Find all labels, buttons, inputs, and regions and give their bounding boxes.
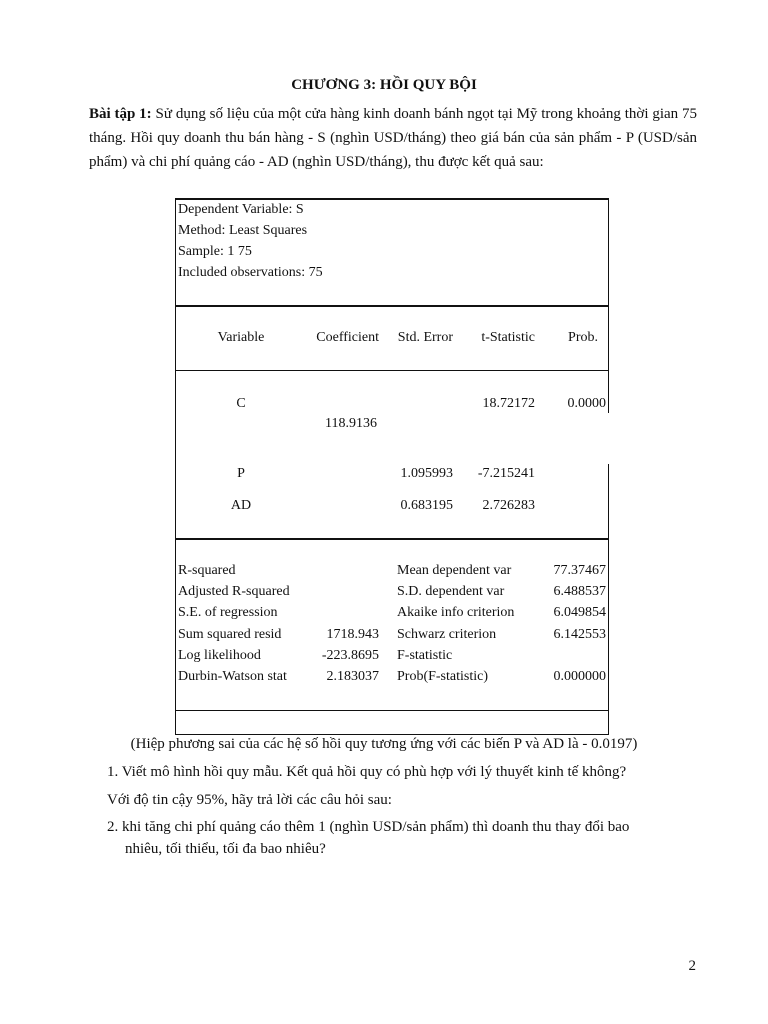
stat-right-label: Prob(F-statistic) xyxy=(397,669,488,684)
row-ad-t-statistic: 2.726283 xyxy=(482,498,535,513)
stat-right-value: 6.049854 xyxy=(553,605,606,620)
row-ad-variable: AD xyxy=(230,498,252,513)
stat-left-value: 1718.943 xyxy=(326,627,379,642)
chapter-title: CHƯƠNG 3: HỒI QUY BỘI xyxy=(291,77,477,93)
estimation-method: Method: Least Squares xyxy=(178,223,308,238)
stat-right-label: Mean dependent var xyxy=(397,563,512,578)
covariance-note: (Hiệp phương sai của các hệ số hồi quy tương ứng với các biến P và AD là - 0.0197) xyxy=(130,736,638,752)
stat-right-label: S.D. dependent var xyxy=(397,584,505,599)
stat-right-value: 77.37467 xyxy=(553,563,606,578)
table-bottom-rule xyxy=(175,734,609,735)
row-p-std-error: 1.095993 xyxy=(400,466,453,481)
row-c-t-statistic: 18.72172 xyxy=(482,396,535,411)
question-2-line-1: 2. khi tăng chi phí quảng cáo thêm 1 (nghìn USD/sản phẩm) thì doanh thu thay đổi bao xyxy=(107,819,630,835)
stat-left-label: Durbin-Watson stat xyxy=(178,669,287,684)
exercise-label: Bài tập 1: xyxy=(89,106,152,122)
row-c-variable: C xyxy=(236,396,246,411)
column-header-coefficient: Coefficient xyxy=(316,330,379,345)
regression-output-table xyxy=(175,198,609,735)
column-header-variable: Variable xyxy=(217,330,265,345)
question-2-line-2: nhiêu, tối thiểu, tối đa bao nhiêu? xyxy=(125,841,326,857)
row-ad-std-error: 0.683195 xyxy=(400,498,453,513)
question-1: 1. Viết mô hình hồi quy mẫu. Kết quả hồi quy có phù hợp với lý thuyết kinh tế không? xyxy=(107,764,627,780)
stat-left-label: Adjusted R-squared xyxy=(178,584,290,599)
table-coefficients-rule xyxy=(175,538,609,540)
column-header-prob: Prob. xyxy=(568,330,598,345)
exercise-paragraph xyxy=(89,102,697,174)
row-c-coefficient: 118.9136 xyxy=(325,416,377,431)
stat-left-value: -223.8695 xyxy=(321,648,379,663)
stat-left-value: 2.183037 xyxy=(326,669,379,684)
exercise-text: Sử dụng số liệu của một cửa hàng kinh doanh bánh ngọt tại Mỹ trong khoảng thời gian 75 tháng. Hồi quy doanh thu bán hàng - S (nghìn USD/tháng) theo giá bán của sản phẩm - P (USD/sản phẩm) và chi phí quảng cáo - AD (nghìn USD/tháng), thu được kết quả sau: xyxy=(89,106,697,170)
observations-count: Included observations: 75 xyxy=(178,265,323,280)
table-top-rule xyxy=(175,198,609,200)
stat-left-label: Sum squared resid xyxy=(178,627,282,642)
column-header-std-error: Std. Error xyxy=(397,330,453,345)
stat-right-label: Akaike info criterion xyxy=(397,605,515,620)
stat-right-value: 0.000000 xyxy=(553,669,606,684)
row-p-t-statistic: -7.215241 xyxy=(477,466,535,481)
stat-right-label: F-statistic xyxy=(397,648,453,663)
stat-left-label: S.E. of regression xyxy=(178,605,278,620)
stat-right-value: 6.488537 xyxy=(553,584,606,599)
dependent-variable: Dependent Variable: S xyxy=(178,202,304,217)
table-columns-rule xyxy=(175,370,609,371)
sample-range: Sample: 1 75 xyxy=(178,244,252,259)
stat-right-value: 6.142553 xyxy=(553,627,606,642)
table-right-border-upper xyxy=(608,198,609,413)
table-right-border-lower xyxy=(608,464,609,735)
stat-left-label: Log likelihood xyxy=(178,648,261,663)
table-header-rule xyxy=(175,305,609,307)
table-stats-rule xyxy=(175,710,609,711)
confidence-instruction: Với độ tin cậy 95%, hãy trả lời các câu hỏi sau: xyxy=(107,792,392,808)
row-c-prob: 0.0000 xyxy=(567,396,606,411)
column-header-t-statistic: t-Statistic xyxy=(481,330,535,345)
table-left-border xyxy=(175,198,176,735)
page-number: 2 xyxy=(688,958,696,974)
stat-right-label: Schwarz criterion xyxy=(397,627,497,642)
stat-left-label: R-squared xyxy=(178,563,236,578)
row-p-variable: P xyxy=(237,466,245,481)
